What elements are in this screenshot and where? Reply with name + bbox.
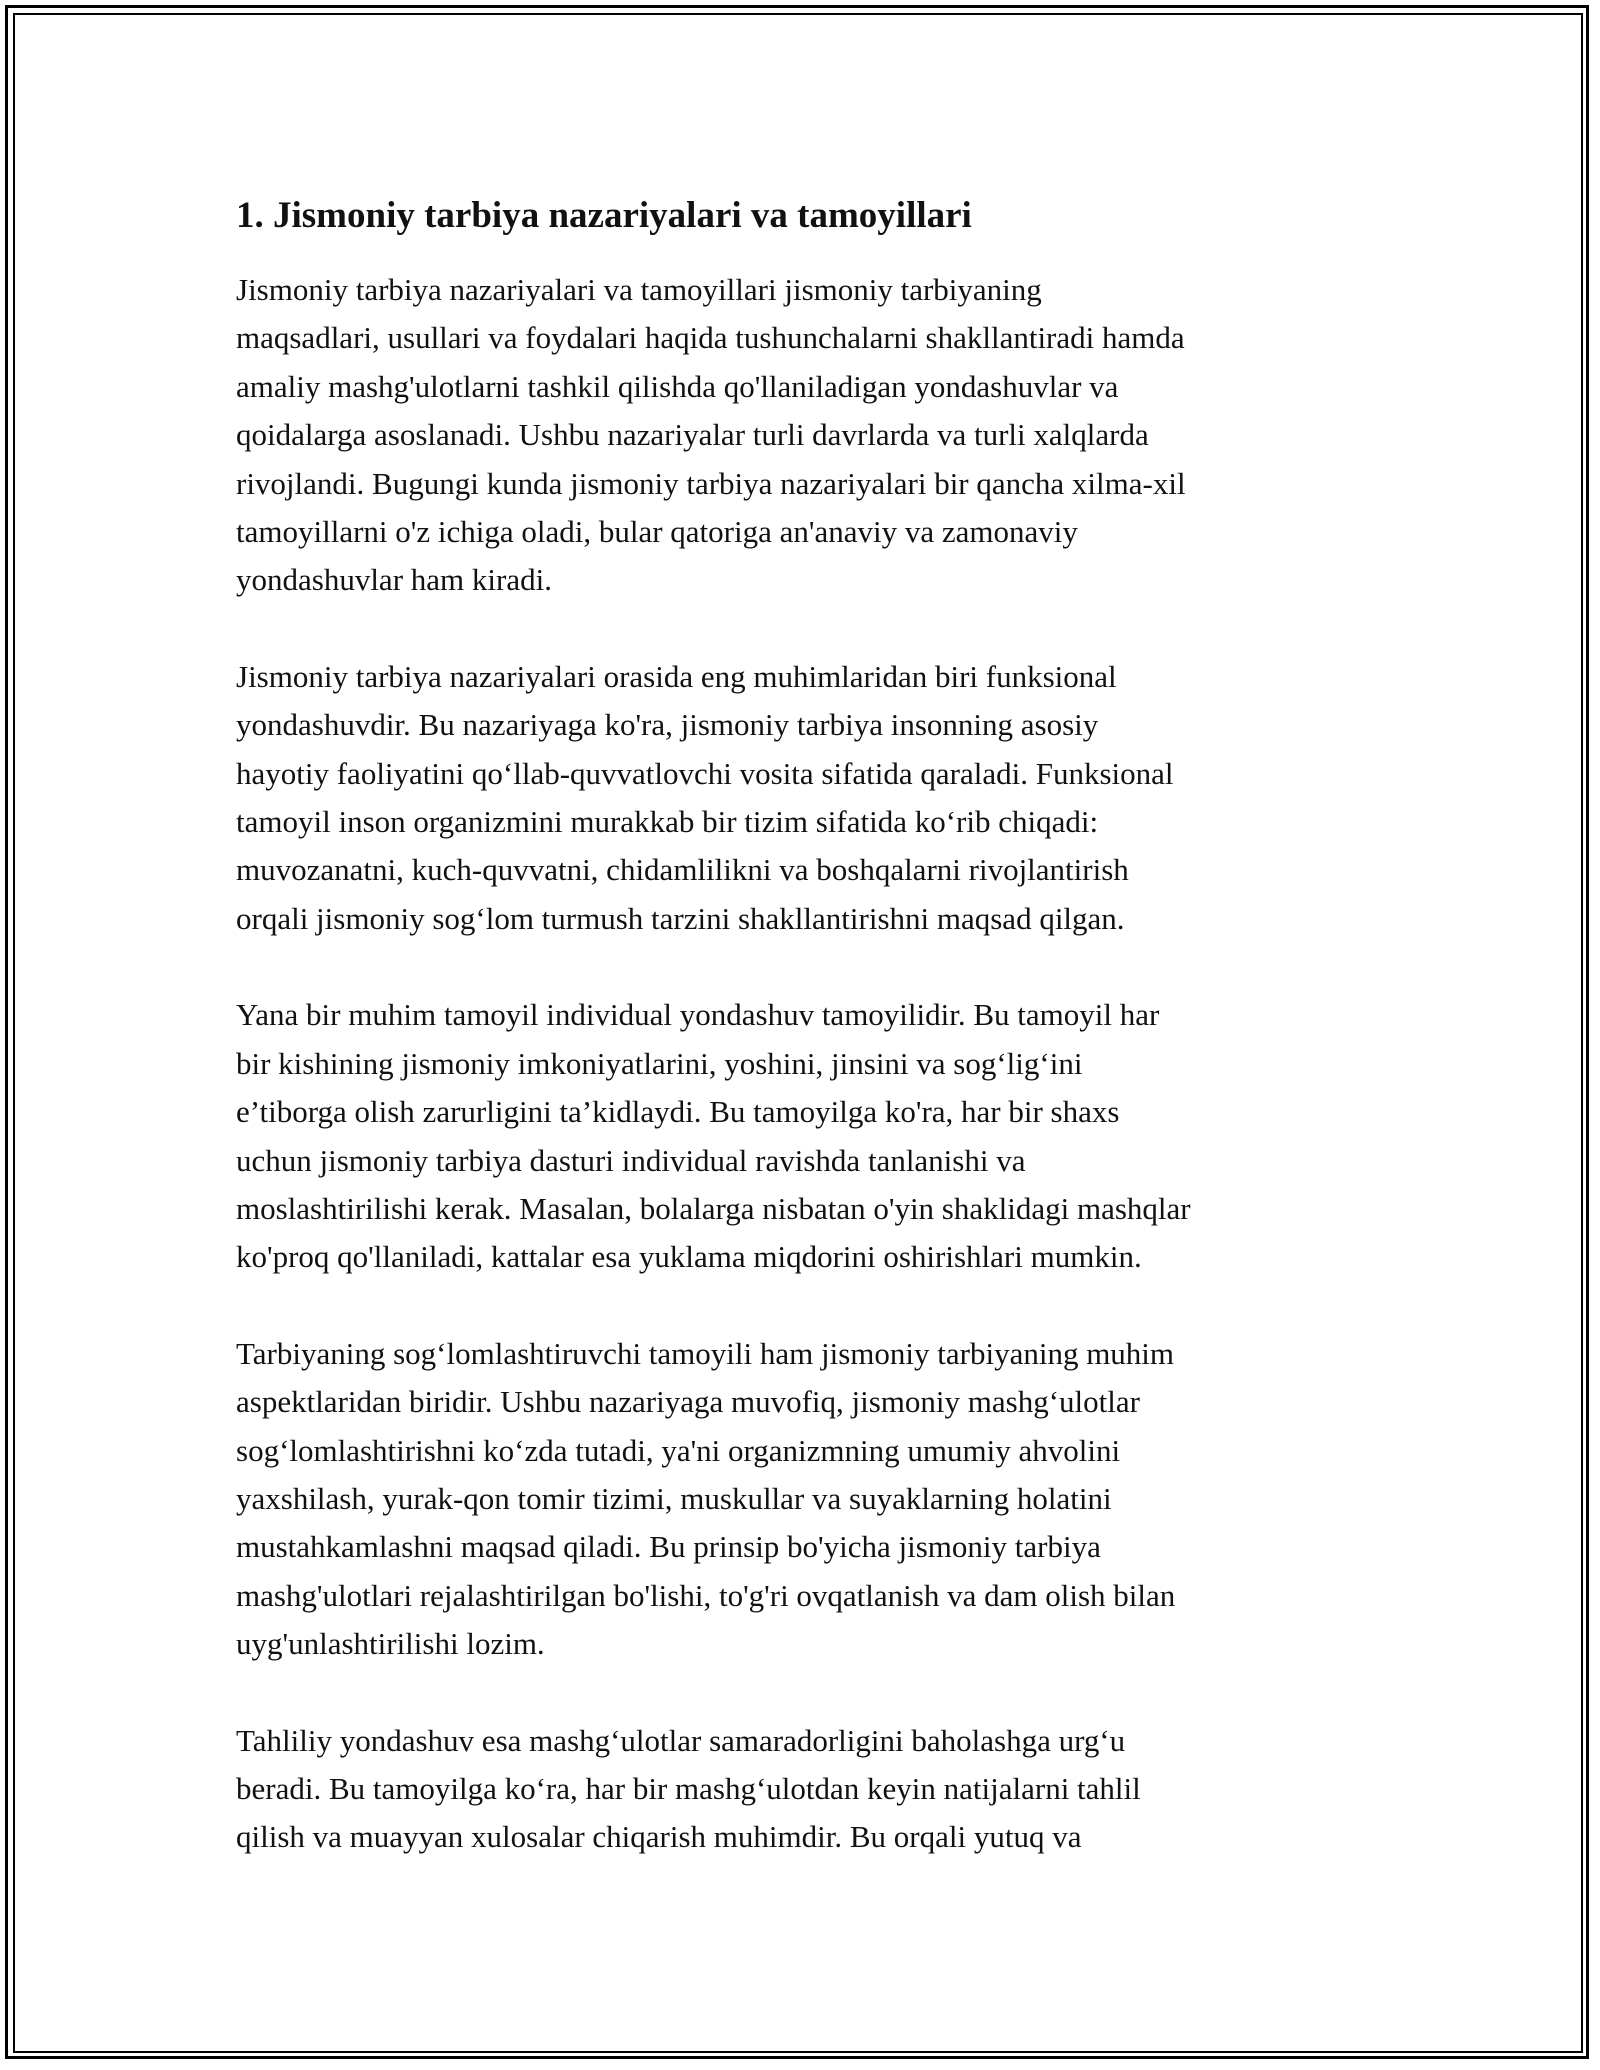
paragraph-line: bir kishining jismoniy imkoniyatlarini, yoshini, jinsini va sog‘lig‘ini — [236, 1045, 1083, 1081]
paragraph-line: maqsadlari, usullari va foydalari haqida tushunchalarni shakllantiradi hamda — [236, 320, 1185, 356]
paragraph-2 — [236, 653, 1386, 943]
paragraph-line: qoidalarga asoslanadi. Ushbu nazariyalar turli davrlarda va turli xalqlarda — [236, 417, 1149, 453]
paragraph-line: moslashtirilishi kerak. Masalan, bolalarga nisbatan o'yin shaklidagi mashqlar — [236, 1190, 1191, 1226]
paragraph-line: uyg'unlashtirilishi lozim. — [236, 1626, 545, 1662]
paragraph-line: mashg'ulotlari rejalashtirilgan bo'lishi, to'g'ri ovqatlanish va dam olish bilan — [236, 1577, 1176, 1613]
paragraph-line: Jismoniy tarbiya nazariyalari orasida eng muhimlaridan biri funksional — [236, 658, 1117, 694]
paragraph-line: aspektlaridan biridir. Ushbu nazariyaga muvofiq, jismoniy mashg‘ulotlar — [236, 1384, 1140, 1420]
paragraph-line: yondashuvdir. Bu nazariyaga ko'ra, jismoniy tarbiya insonning asosiy — [236, 707, 1099, 743]
section-heading: 1. Jismoniy tarbiya nazariyalari va tamoyillari — [236, 195, 972, 236]
paragraph-5 — [236, 1717, 1386, 1862]
paragraph-line: Tarbiyaning sog‘lomlashtiruvchi tamoyili ham jismoniy tarbiyaning muhim — [236, 1335, 1175, 1371]
paragraph-line: e’tiborga olish zarurligini ta’kidlaydi. Bu tamoyilga ko'ra, har bir shaxs — [236, 1094, 1120, 1130]
paragraph-line: amaliy mashg'ulotlarni tashkil qilishda qo'llaniladigan yondashuvlar va — [236, 368, 1119, 404]
paragraph-line: Jismoniy tarbiya nazariyalari va tamoyillari jismoniy tarbiyaning — [236, 272, 1042, 307]
paragraph-line: tamoyillarni o'z ichiga oladi, bular qatoriga an'anaviy va zamonaviy — [236, 514, 1078, 550]
paragraph-line: Tahliliy yondashuv esa mashg‘ulotlar samaradorligini baholashga urg‘u — [236, 1722, 1126, 1758]
paragraph-line: uchun jismoniy tarbiya dasturi individual ravishda tanlanishi va — [236, 1142, 1026, 1178]
paragraph-line: yaxshilash, yurak-qon tomir tizimi, muskullar va suyaklarning holatini — [236, 1480, 1112, 1516]
paragraph-line: qilish va muayyan xulosalar chiqarish muhimdir. Bu orqali yutuq va — [236, 1819, 1082, 1855]
paragraph-4 — [236, 1330, 1386, 1669]
paragraph-line: tamoyil inson organizmini murakkab bir tizim sifatida ko‘rib chiqadi: — [236, 804, 1099, 840]
paragraph-line: ko'proq qo'llaniladi, kattalar esa yuklama miqdorini oshirishlari mumkin. — [236, 1239, 1142, 1275]
paragraph-line: rivojlandi. Bugungi kunda jismoniy tarbiya nazariyalari bir qancha xilma-xil — [236, 465, 1186, 501]
paragraph-line: beradi. Bu tamoyilga ko‘ra, har bir mashg‘ulotdan keyin natijalarni tahlil — [236, 1770, 1141, 1806]
paragraph-3 — [236, 991, 1386, 1281]
paragraph-line: mustahkamlashni maqsad qiladi. Bu prinsip bo'yicha jismoniy tarbiya — [236, 1529, 1101, 1565]
paragraph-line: orqali jismoniy sog‘lom turmush tarzini shakllantirishni maqsad qilgan. — [236, 900, 1125, 936]
paragraph-line: hayotiy faoliyatini qo‘llab-quvvatlovchi vosita sifatida qaraladi. Funksional — [236, 755, 1174, 791]
paragraph-line: yondashuvlar ham kiradi. — [236, 562, 552, 598]
document-body — [236, 192, 1386, 1910]
paragraph-1 — [236, 266, 1386, 605]
paragraph-line: Yana bir muhim tamoyil individual yondashuv tamoyilidir. Bu tamoyil har — [236, 997, 1160, 1033]
paragraph-line: muvozanatni, kuch-quvvatni, chidamlilikni va boshqalarni rivojlantirish — [236, 852, 1129, 888]
paragraph-line: sog‘lomlashtirishni ko‘zda tutadi, ya'ni organizmning umumiy ahvolini — [236, 1432, 1121, 1468]
